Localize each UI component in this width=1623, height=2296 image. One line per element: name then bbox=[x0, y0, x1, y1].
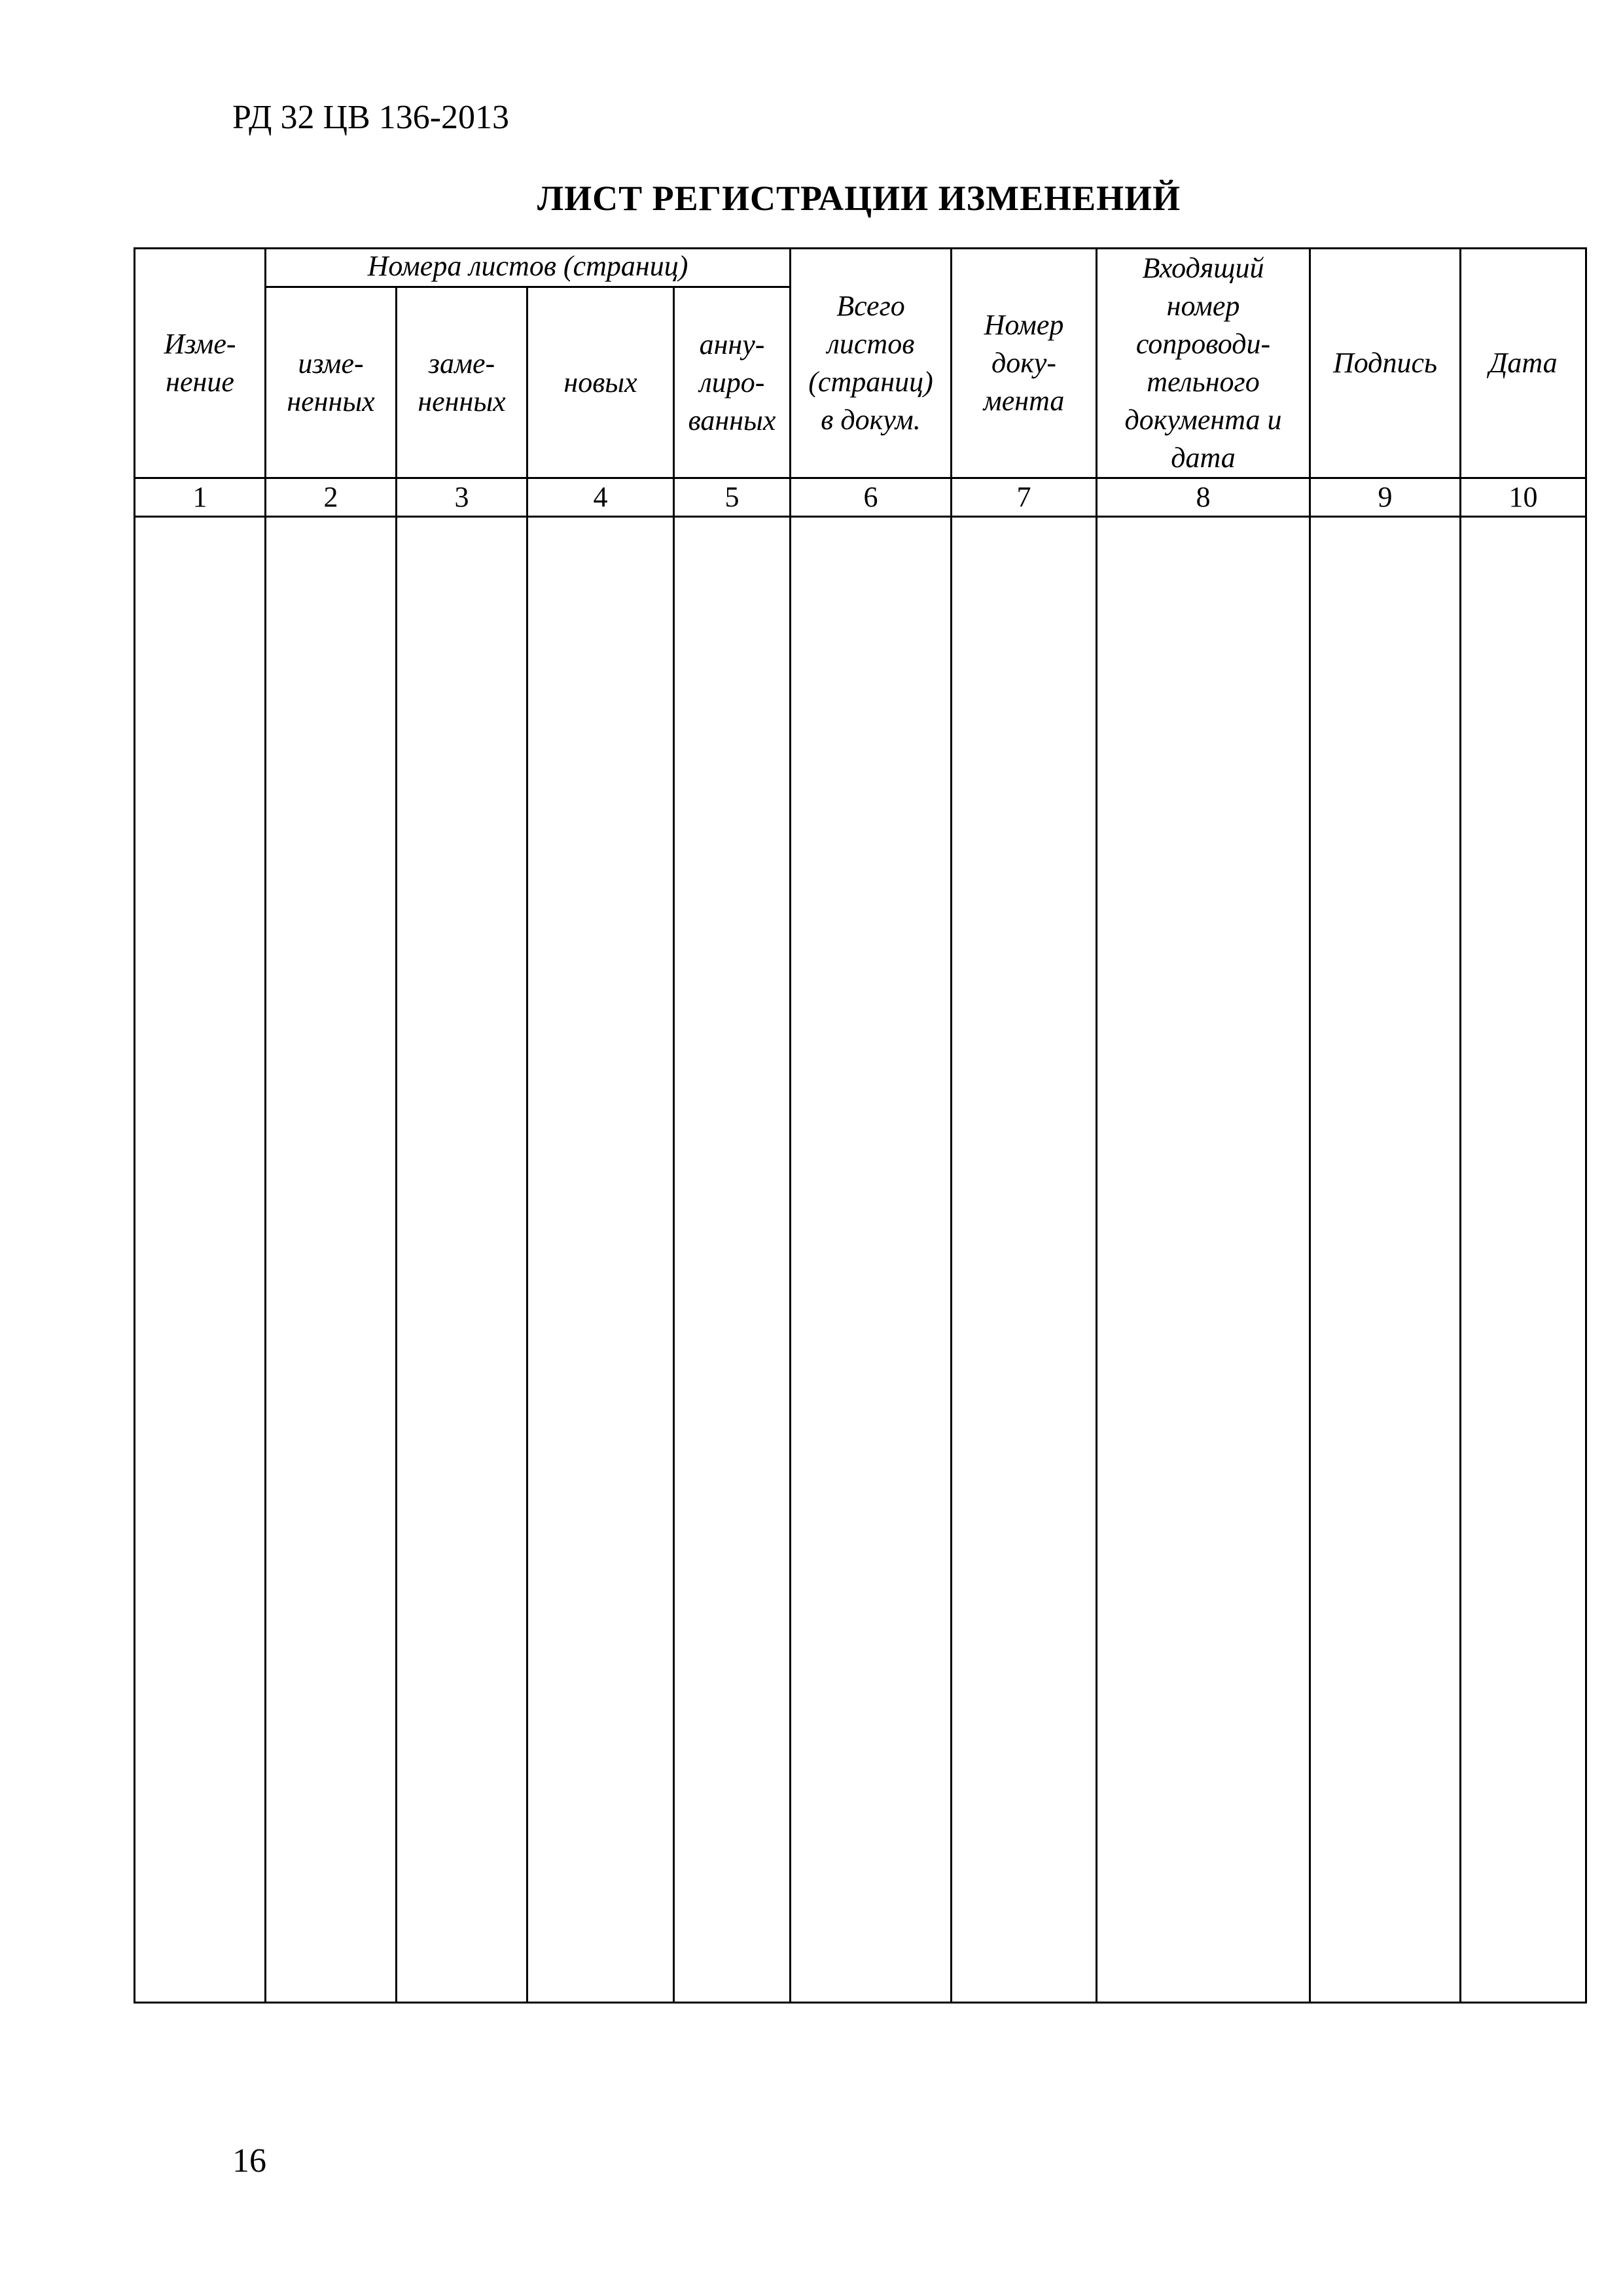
header-label: Входящий номер сопроводи- тельного документа и дата bbox=[1124, 252, 1282, 474]
column-number: 5 bbox=[674, 478, 791, 517]
entry-cell-incoming-number bbox=[1097, 517, 1310, 2003]
column-number-row bbox=[135, 478, 1586, 517]
entry-cell-new bbox=[527, 517, 674, 2003]
column-number: 1 bbox=[135, 478, 266, 517]
header-cell-document-number bbox=[952, 249, 1097, 478]
entry-row bbox=[135, 517, 1586, 2003]
column-number: 2 bbox=[266, 478, 397, 517]
entry-cell-total-sheets bbox=[791, 517, 952, 2003]
entry-cell-changed bbox=[266, 517, 397, 2003]
column-number: 7 bbox=[952, 478, 1097, 517]
page-number: 16 bbox=[232, 2142, 266, 2180]
header-row-1 bbox=[135, 249, 1586, 287]
header-cell-replaced bbox=[397, 287, 527, 478]
entry-cell-replaced bbox=[397, 517, 527, 2003]
column-number: 6 bbox=[791, 478, 952, 517]
header-cell-changed bbox=[266, 287, 397, 478]
change-registration-table bbox=[134, 247, 1587, 2004]
entry-cell-date bbox=[1461, 517, 1586, 2003]
header-cell-total-sheets bbox=[791, 249, 952, 478]
header-label: Изме- нение bbox=[164, 328, 236, 398]
entry-cell-signature bbox=[1310, 517, 1461, 2003]
header-cell-date bbox=[1461, 249, 1586, 478]
header-cell-signature bbox=[1310, 249, 1461, 478]
header-label: заме- ненных bbox=[418, 347, 506, 417]
header-label: Всего листов (страниц) в докум. bbox=[808, 290, 933, 436]
column-number: 10 bbox=[1461, 478, 1586, 517]
entry-cell-change bbox=[135, 517, 266, 2003]
header-label: новых bbox=[563, 366, 637, 398]
column-number: 8 bbox=[1097, 478, 1310, 517]
header-label: анну- лиро- ванных bbox=[688, 328, 776, 436]
column-number: 9 bbox=[1310, 478, 1461, 517]
entry-cell-annulled bbox=[674, 517, 791, 2003]
header-cell-new bbox=[527, 287, 674, 478]
column-number: 3 bbox=[397, 478, 527, 517]
header-cell-change bbox=[135, 249, 266, 478]
page-title: ЛИСТ РЕГИСТРАЦИИ ИЗМЕНЕНИЙ bbox=[537, 179, 1181, 218]
header-label: изме- ненных bbox=[287, 347, 375, 417]
entry-cell-document-number bbox=[952, 517, 1097, 2003]
header-cell-incoming-number bbox=[1097, 249, 1310, 478]
header-label: Дата bbox=[1489, 347, 1558, 379]
header-group-sheet-numbers bbox=[266, 249, 791, 287]
header-label: Подпись bbox=[1332, 347, 1437, 379]
header-label: Номер доку- мента bbox=[983, 309, 1065, 417]
document-code: РД 32 ЦВ 136-2013 bbox=[232, 99, 510, 136]
group-header-label: Номера листов (страниц) bbox=[367, 250, 688, 282]
header-cell-annulled bbox=[674, 287, 791, 478]
column-number: 4 bbox=[527, 478, 674, 517]
